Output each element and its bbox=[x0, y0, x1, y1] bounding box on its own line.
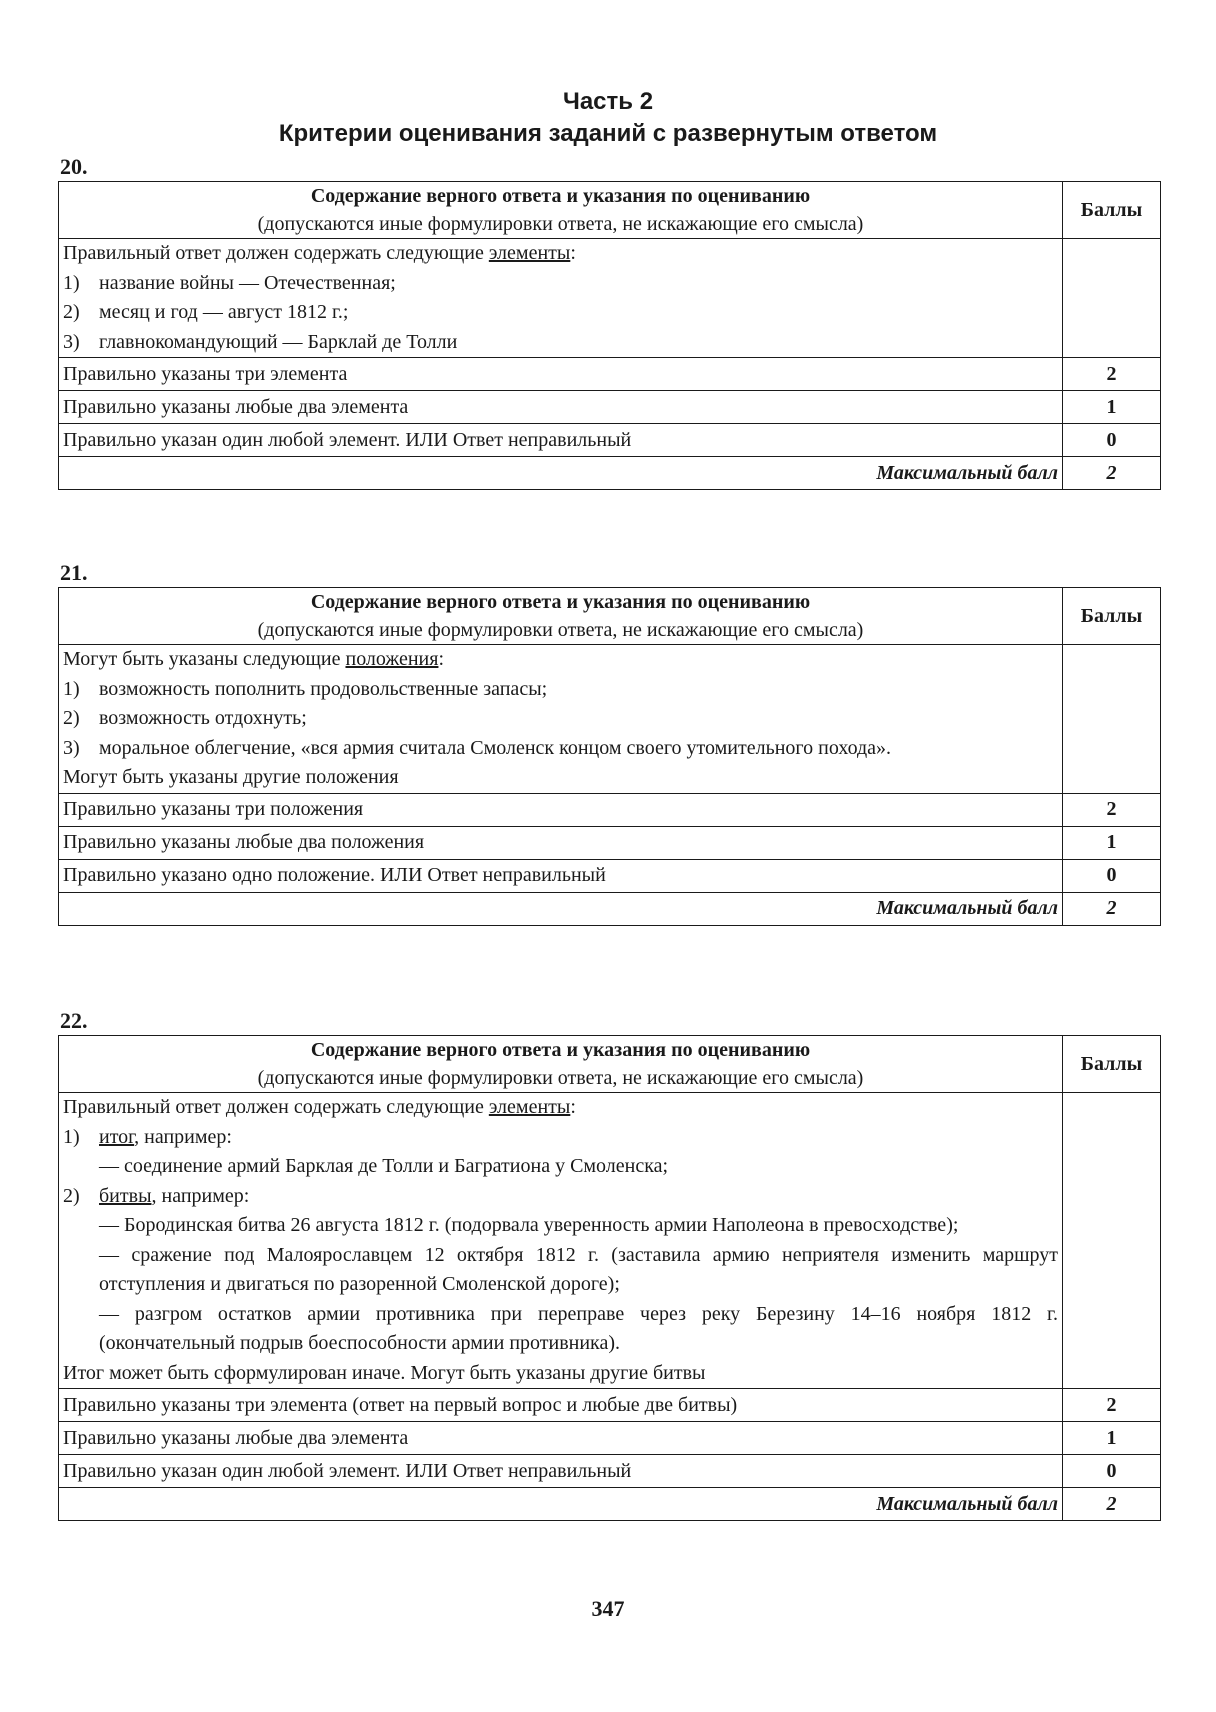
example-item: — Бородинская битва 26 августа 1812 г. (подорвала уверенность армии Наполеона в превосходстве); bbox=[99, 1214, 959, 1236]
table-header-row bbox=[59, 1036, 1161, 1093]
answer-content bbox=[59, 239, 1063, 358]
part-heading: Часть 2 bbox=[562, 88, 654, 115]
task-22-table bbox=[58, 1035, 1161, 1521]
content-header-note: (допускаются иные формулировки ответа, не искажающие его смысла) bbox=[257, 1067, 864, 1089]
score-row: Правильно указаны три положения 2 bbox=[59, 793, 1161, 826]
list-item: 1) итог, например: bbox=[63, 1125, 232, 1148]
task-21-table bbox=[58, 587, 1161, 926]
content-header bbox=[59, 182, 1063, 239]
list-item: 2) битвы, например: bbox=[63, 1184, 250, 1207]
score-row: Правильно указано одно положение. ИЛИ Ответ неправильный 0 bbox=[59, 859, 1161, 892]
max-score-row: Максимальный балл 2 bbox=[59, 1488, 1161, 1521]
answer-intro: Правильный ответ должен содержать следующие элементы: bbox=[63, 1096, 576, 1118]
answer-intro: Могут быть указаны следующие положения: bbox=[63, 648, 445, 670]
score-row: Правильно указаны три элемента (ответ на первый вопрос и любые две битвы) 2 bbox=[59, 1389, 1161, 1422]
score-row: Правильно указан один любой элемент. ИЛИ Ответ неправильный 0 bbox=[59, 424, 1161, 457]
score-row: Правильно указаны любые два элемента 1 bbox=[59, 1422, 1161, 1455]
table-header-row bbox=[59, 588, 1161, 645]
task-22-number: 22. bbox=[60, 1008, 88, 1033]
content-header-title: Содержание верного ответа и указания по оцениванию bbox=[310, 185, 811, 207]
list-item: 3) главнокомандующий — Барклай де Толли bbox=[63, 330, 458, 353]
list-item: 2) месяц и год — август 1812 г.; bbox=[63, 301, 349, 323]
task-20-table bbox=[58, 181, 1161, 490]
table-header-row bbox=[59, 182, 1161, 239]
section-title: Критерии оценивания заданий с развернутым ответом bbox=[278, 120, 938, 147]
list-item: 3) моральное облегчение, «вся армия считала Смоленск концом своего утомительного похода». bbox=[63, 736, 892, 759]
content-header-note: (допускаются иные формулировки ответа, не искажающие его смысла) bbox=[257, 213, 864, 235]
points-header: Баллы bbox=[1063, 182, 1161, 239]
answer-content bbox=[59, 645, 1063, 794]
task-21-number: 21. bbox=[60, 560, 88, 585]
example-item: — соединение армий Барклая де Толли и Багратиона у Смоленска; bbox=[99, 1155, 669, 1177]
score-row: Правильно указан один любой элемент. ИЛИ Ответ неправильный 0 bbox=[59, 1455, 1161, 1488]
score-row: Правильно указаны три элемента 2 bbox=[59, 358, 1161, 391]
content-header bbox=[59, 588, 1063, 645]
points-header: Баллы bbox=[1063, 588, 1161, 645]
content-header bbox=[59, 1036, 1063, 1093]
answer-outro: Могут быть указаны другие положения bbox=[63, 766, 399, 788]
answer-outro: Итог может быть сформулирован иначе. Могут быть указаны другие битвы bbox=[63, 1361, 706, 1384]
content-header-title: Содержание верного ответа и указания по оцениванию bbox=[310, 591, 811, 613]
points-header: Баллы bbox=[1063, 1036, 1161, 1093]
content-header-note: (допускаются иные формулировки ответа, не искажающие его смысла) bbox=[257, 619, 864, 641]
example-item: — сражение под Малоярославцем 12 октября 1812 г. (заставила армию неприятеля изменить маршрут отступления и двигаться по разоренной Смоленской дороге); bbox=[99, 1243, 1058, 1295]
content-header-title: Содержание верного ответа и указания по оцениванию bbox=[310, 1039, 811, 1061]
max-score-row: Максимальный балл 2 bbox=[59, 892, 1161, 925]
answer-intro: Правильный ответ должен содержать следующие элементы: bbox=[63, 242, 576, 264]
list-item: 2) возможность отдохнуть; bbox=[63, 707, 307, 729]
example-item: — разгром остатков армии противника при переправе через реку Березину 14–16 ноября 1812 г. (окончательный подрыв боеспособности армии противника). bbox=[99, 1302, 1058, 1354]
max-score-row: Максимальный балл 2 bbox=[59, 457, 1161, 490]
score-row: Правильно указаны любые два элемента 1 bbox=[59, 391, 1161, 424]
answer-content bbox=[59, 1093, 1063, 1389]
page-number: 347 bbox=[591, 1596, 625, 1621]
list-item: 1) возможность пополнить продовольственные запасы; bbox=[63, 677, 548, 700]
score-row: Правильно указаны любые два положения 1 bbox=[59, 826, 1161, 859]
list-item: 1) название войны — Отечественная; bbox=[63, 271, 396, 294]
task-20-number: 20. bbox=[60, 154, 88, 179]
